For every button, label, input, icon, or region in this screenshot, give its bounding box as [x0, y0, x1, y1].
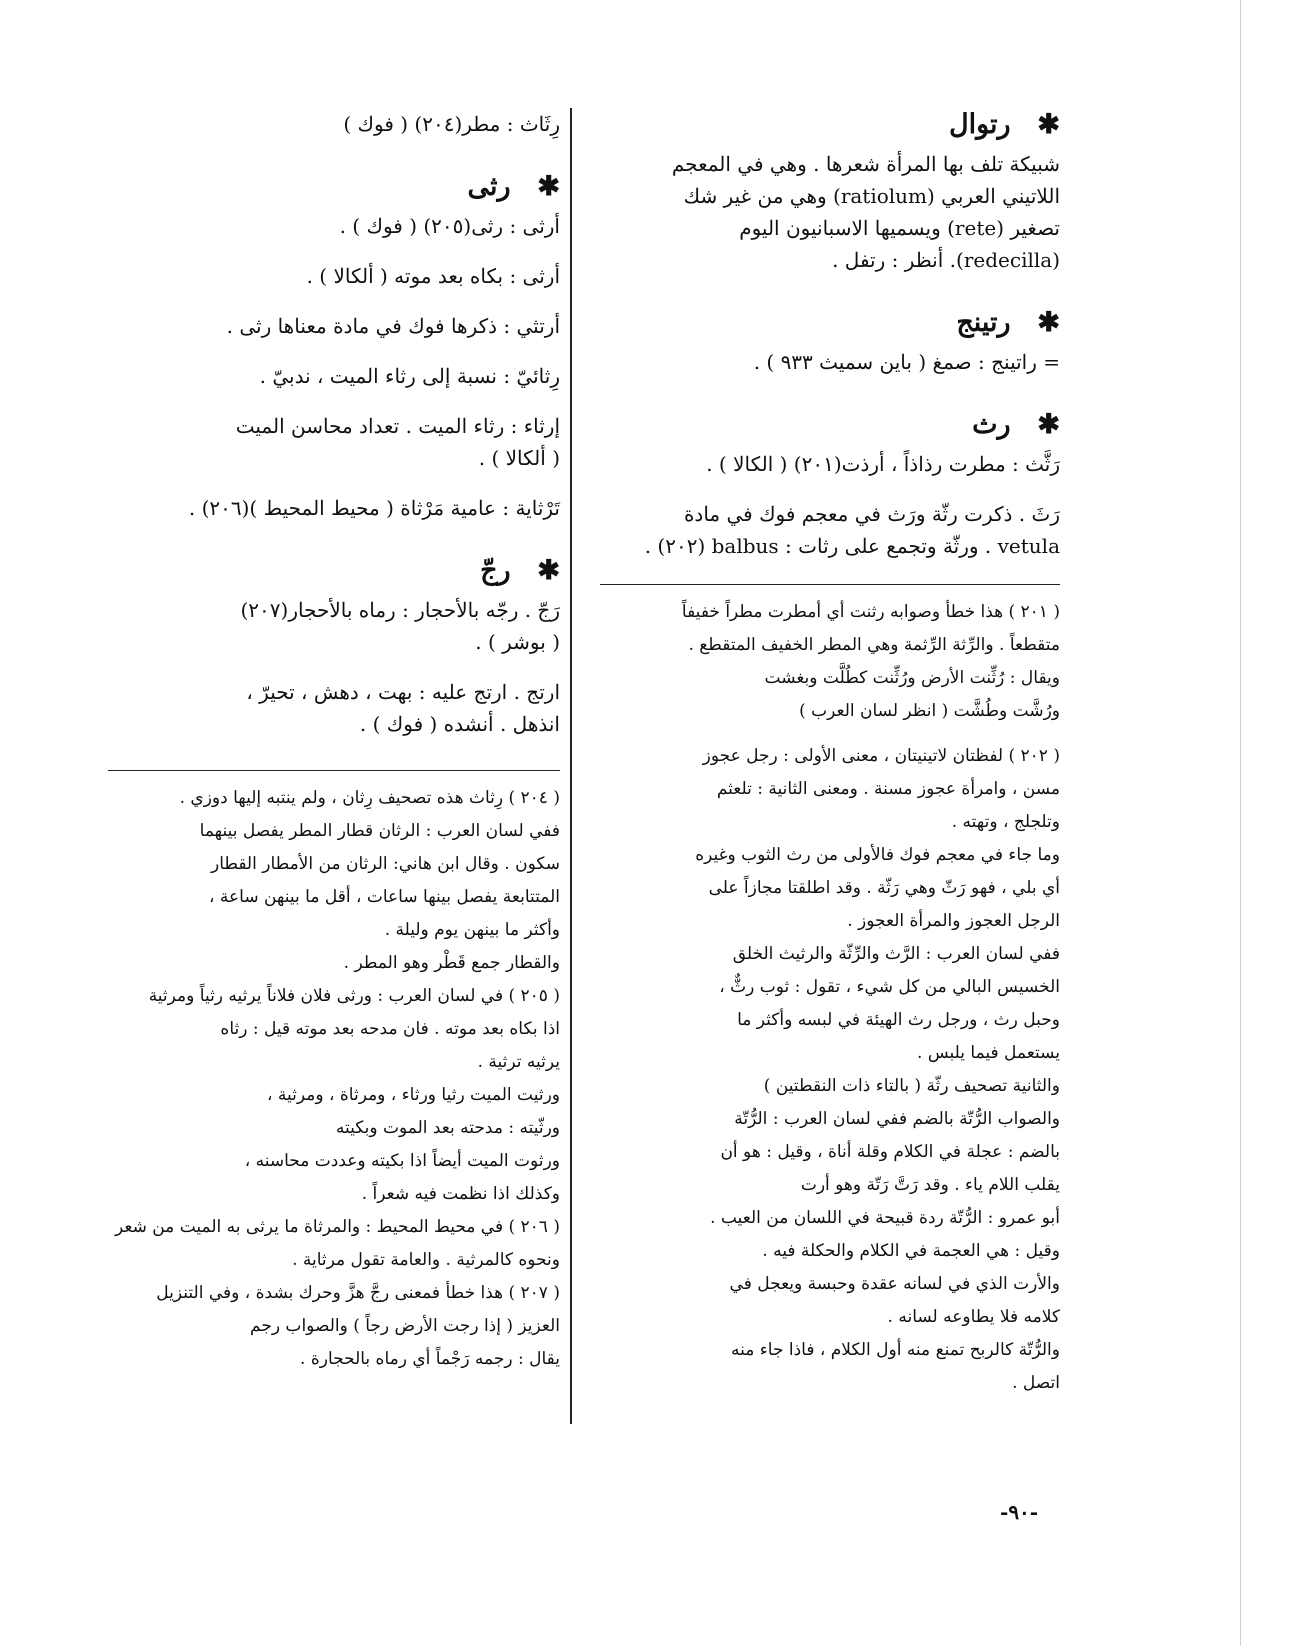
entry-ratinaj	[600, 306, 1060, 378]
entry-line: انذهل . أنشده ( فوك ) .	[359, 712, 560, 736]
entry-headword: ✱ رتينج	[956, 307, 1060, 338]
entry-line: تَرْثاية : عامية مَرْثاة ( محيط المحيط )(٢٠٦) .	[188, 496, 560, 520]
footnote-line: أي بلي ، فهو رَثّ وهي رَثّة . وقد اطلقتا مجازاً على	[708, 878, 1060, 898]
right-column	[600, 108, 1060, 1403]
entry-rajj	[108, 554, 560, 740]
footnote-line: الخسيس البالي من كل شيء ، تقول : ثوب رثٌّ ،	[719, 977, 1060, 997]
footnote-line: متقطعاً . والرِّثة الرِّثمة وهي المطر الخفيف المتقطع .	[688, 635, 1060, 655]
footnotes	[108, 785, 560, 1373]
entry-line: رَثَ . ذكرت رثّة ورَث في معجم فوك في مادة	[683, 502, 1060, 526]
footnote-202	[600, 743, 1060, 1397]
footnote-line: والأرت الذي في لسانه عقدة وحبسة ويعجل في	[729, 1274, 1060, 1294]
entry-line: = راتينج : صمغ ( باين سميث ٩٣٣ ) .	[753, 350, 1060, 374]
entry-line: vetula . ورثّة وتجمع على رثات : balbus (٢٠٢) .	[644, 534, 1060, 558]
footnote-line: المتتابعة يفصل بينها ساعات ، أقل ما بينهن ساعة ،	[209, 887, 560, 907]
entry-line: (redecilla). أنظر : رتفل .	[832, 248, 1060, 272]
entry-headword: ✱ رجّ	[480, 555, 560, 586]
footnotes	[600, 599, 1060, 1397]
footnote-line: يقال : رجمه رَجْماً أي رماه بالحجارة .	[300, 1349, 560, 1369]
footnote-207	[108, 1280, 560, 1373]
footnote-line: والقطار جمع قَطْر وهو المطر .	[343, 953, 560, 973]
entry-headword: ✱ رثى	[467, 171, 560, 202]
asterisk-icon: ✱	[1037, 409, 1060, 440]
footnote-line: ويقال : رُثِّنت الأرض ورُثِّنت كطُلَّت وبغشت	[764, 668, 1060, 688]
footnote-line: ( ٢٠١ ) هذا خطأ وصوابه رثنت أي أمطرت مطراً خفيفاً	[681, 602, 1060, 622]
footnote-line: ( ٢٠٢ ) لفظتان لاتينيتان ، معنى الأولى : رجل عجوز	[702, 746, 1060, 766]
page-edge-shadow	[1240, 0, 1241, 1646]
entry-line: اللاتيني العربي (ratiolum) وهي من غير شك	[683, 184, 1060, 208]
asterisk-icon: ✱	[537, 171, 560, 202]
footnote-line: ورُشَّت وطُشَّت ( انظر لسان العرب )	[799, 701, 1060, 721]
footnote-line: وحبل رث ، ورجل رث الهيئة في لبسه وأكثر ما	[737, 1010, 1060, 1030]
entry-line: أرثى : رثى(٢٠٥) ( فوك ) .	[339, 214, 560, 238]
entry-headword: ✱ رتوال	[948, 109, 1060, 140]
footnote-line: يرثيه ترثية .	[477, 1052, 560, 1072]
footnote-line: يقلب اللام ياء . وقد رَتَّ رَتّة وهو أرت	[800, 1175, 1060, 1195]
entry-line: أرثى : بكاه بعد موته ( ألكالا ) .	[306, 264, 560, 288]
footnote-line: ( ٢٠٤ ) رِثاث هذه تصحيف رِثان ، ولم ينتبه إليها دوزي .	[179, 788, 560, 808]
footnote-line: وقيل : هي العجمة في الكلام والحكلة فيه .	[762, 1241, 1060, 1261]
entry-headword: ✱ رث	[972, 409, 1060, 440]
asterisk-icon: ✱	[1037, 109, 1060, 140]
footnote-line: اذا بكاه بعد موته . فان مدحه بعد موته قيل : رثاه	[220, 1019, 560, 1039]
entry-ratwal	[600, 108, 1060, 276]
footnote-line: ورثوت الميت أيضاً اذا بكيته وعددت محاسنه ،	[244, 1151, 560, 1171]
entry-line: ارتج . ارتج عليه : بهت ، دهش ، تحيرّ ،	[246, 680, 560, 704]
entry-ratth	[600, 408, 1060, 562]
footnote-line: وكذلك اذا نظمت فيه شعراً .	[361, 1184, 560, 1204]
footnote-line: والصواب الرُّتّة بالضم ففي لسان العرب : الرُّتّة	[734, 1109, 1060, 1129]
footnote-line: ورثّيته : مدحته بعد الموت وبكيته	[335, 1118, 560, 1138]
footnote-line: ( ٢٠٥ ) في لسان العرب : ورثى فلان فلاناً يرثيه رثياً ومرثية	[148, 986, 560, 1006]
entry-line: رَثَّث : مطرت رذاذاً ، أرذت(٢٠١) ( الكالا ) .	[706, 452, 1060, 476]
footnote-line: كلامه فلا يطاوعه لسانه .	[887, 1307, 1060, 1327]
footnote-line: وما جاء في معجم فوك فالأولى من رث الثوب وغيره	[695, 845, 1060, 865]
footnote-line: وتلجلج ، وتهته .	[951, 812, 1060, 832]
footnote-line: سكون . وقال ابن هاني: الرثان من الأمطار القطار	[211, 854, 560, 874]
asterisk-icon: ✱	[1037, 307, 1060, 338]
asterisk-icon: ✱	[537, 555, 560, 586]
entry-line: شبيكة تلف بها المرأة شعرها . وهي في المعجم	[671, 152, 1060, 176]
column-divider	[570, 108, 572, 1424]
footnote-line: ورثيت الميت رثيا ورثاء ، ومرثاة ، ومرثية ،	[267, 1085, 560, 1105]
entry-line: ( بوشر ) .	[475, 630, 560, 654]
entry-line: ( ألكالا ) .	[478, 446, 560, 470]
footnote-line: ( ٢٠٧ ) هذا خطأ فمعنى رجَّ هزَّ وحرك بشدة ، وفي التنزيل	[156, 1283, 560, 1303]
footnote-line: أبو عمرو : الرُّتّة ردة قبيحة في اللسان من العيب .	[710, 1208, 1060, 1228]
footnote-204	[108, 785, 560, 977]
footnote-rule	[600, 584, 1060, 585]
footnote-line: اتصل .	[1012, 1373, 1060, 1393]
footnote-line: وأكثر ما بينهن يوم وليلة .	[384, 920, 560, 940]
left-column	[108, 108, 560, 1379]
entry-line: إرثاء : رثاء الميت . تعداد محاسن الميت	[235, 414, 560, 438]
entry-line: أرتثي : ذكرها فوك في مادة معناها رثى .	[226, 314, 560, 338]
footnote-line: العزيز ( إذا رجت الأرض رجاً ) والصواب رجم	[250, 1316, 560, 1336]
footnote-201	[600, 599, 1060, 725]
footnote-line: الرجل العجوز والمرأة العجوز .	[847, 911, 1060, 931]
footnote-line: ففي لسان العرب : الرثان قطار المطر يفصل بينهما	[199, 821, 560, 841]
footnote-line: والثانية تصحيف رثّة ( بالتاء ذات النقطتين )	[763, 1076, 1060, 1096]
footnote-rule	[108, 770, 560, 771]
entry-line: رِثَاث : مطر(٢٠٤) ( فوك )	[343, 112, 560, 136]
entry-ratha	[108, 170, 560, 524]
footnote-line: والرُّتّة كالربح تمنع منه أول الكلام ، فاذا جاء منه	[731, 1340, 1060, 1360]
footnote-line: بالضم : عجلة في الكلام وقلة أناة ، وقيل : هو أن	[720, 1142, 1060, 1162]
entry-line: رِثائيّ : نسبة إلى رثاء الميت ، ندبيّ .	[259, 364, 560, 388]
footnote-205	[108, 983, 560, 1208]
footnote-line: مسن ، وامرأة عجوز مسنة . ومعنى الثانية : تلعثم	[716, 779, 1060, 799]
footnote-line: ففي لسان العرب : الرَّث والرِّثّة والرثيث الخلق	[732, 944, 1060, 964]
footnote-line: ونحوه كالمرثية . والعامة تقول مرثاية .	[292, 1250, 560, 1270]
footnote-line: ( ٢٠٦ ) في محيط المحيط : والمرثاة ما يرثى به الميت من شعر	[115, 1217, 560, 1237]
footnote-206	[108, 1214, 560, 1274]
page-number: -٩٠-	[1000, 1500, 1039, 1524]
footnote-line: يستعمل فيما يلبس .	[917, 1043, 1060, 1063]
entry-line: تصغير (rete) ويسميها الاسبانيون اليوم	[739, 216, 1060, 240]
entry-line: رَجّ . رجّه بالأحجار : رماه بالأحجار(٢٠٧)	[240, 598, 560, 622]
